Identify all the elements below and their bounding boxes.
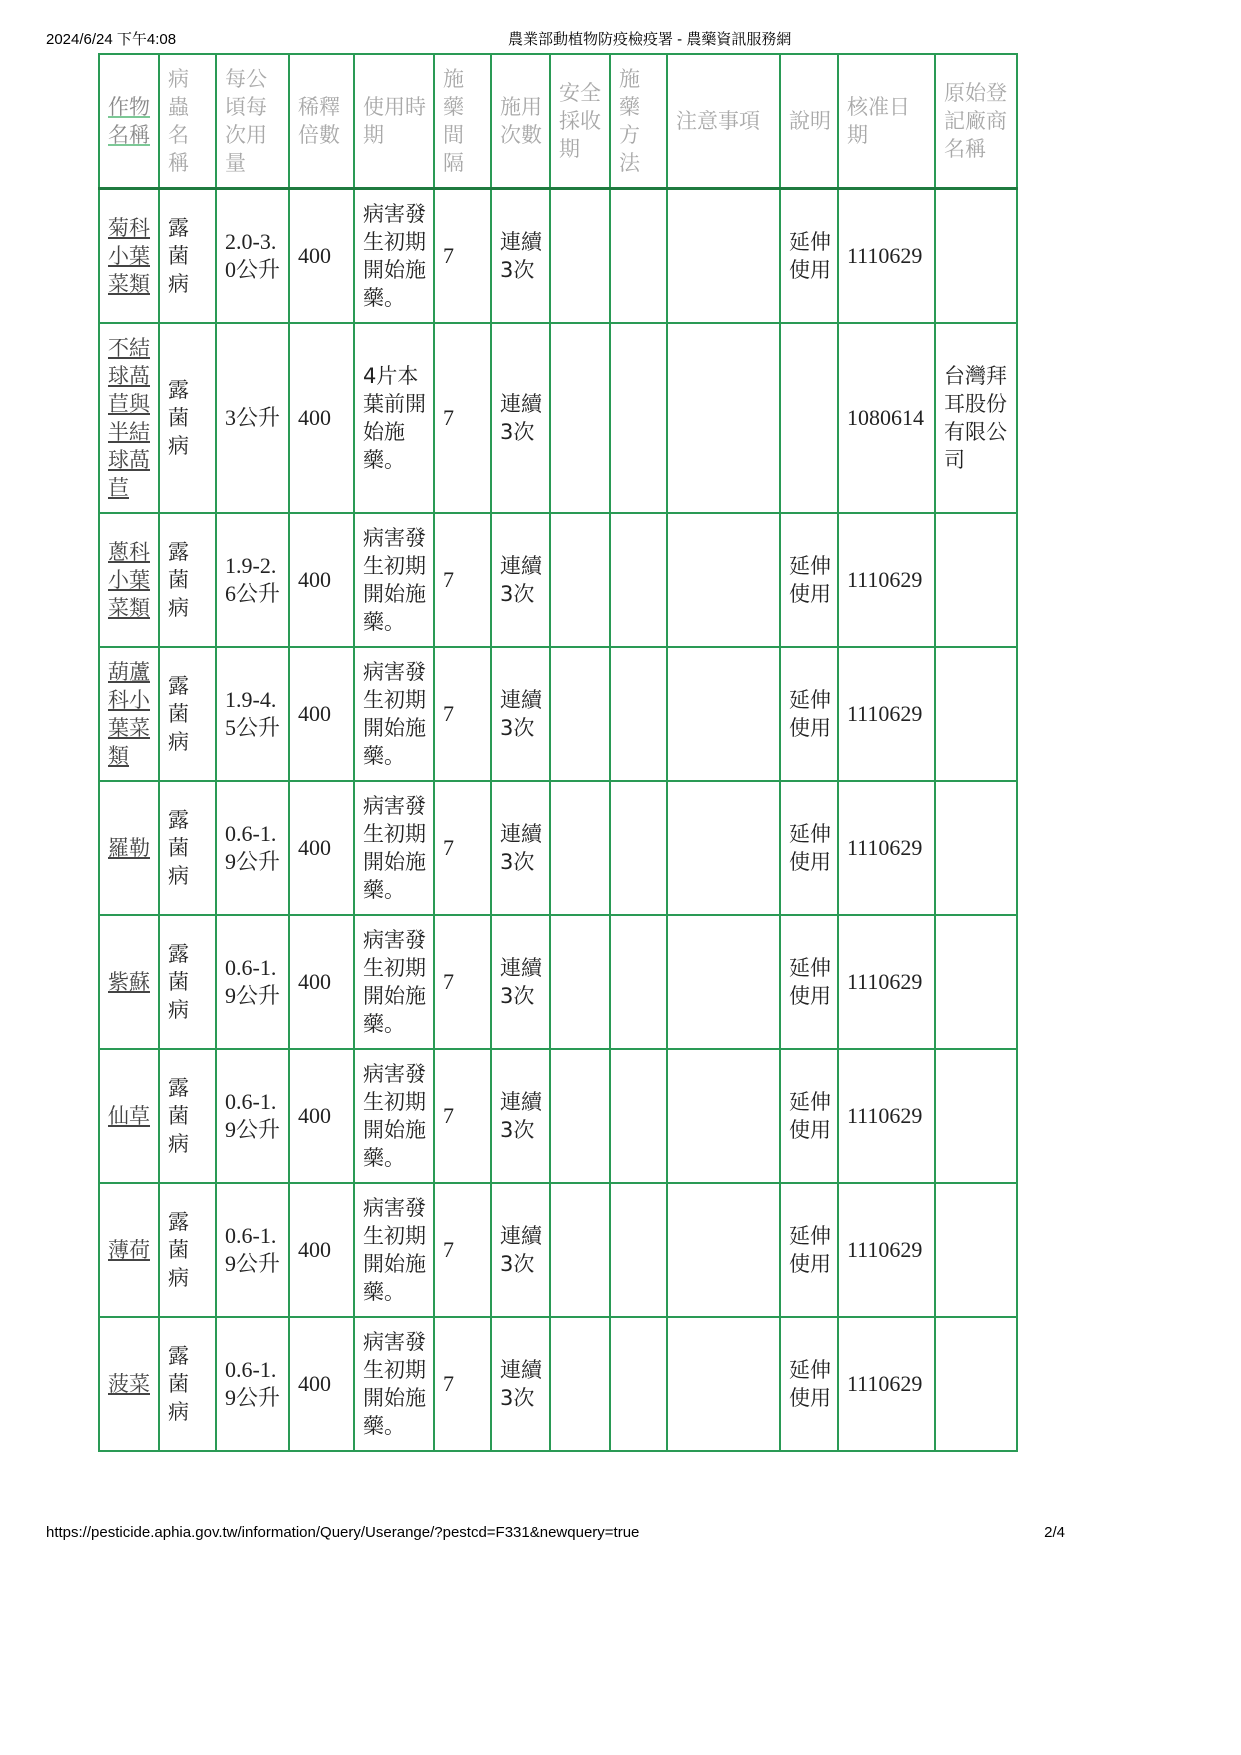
- table-row: [99, 189, 1017, 324]
- column-header-approval-date: 核准日期: [838, 54, 935, 189]
- cell-phi: [550, 1049, 610, 1183]
- table-row: [99, 1183, 1017, 1317]
- crop-link[interactable]: 葫蘆科小葉菜類: [108, 660, 150, 768]
- cell-remark: 延伸使用: [780, 189, 838, 324]
- cell-phi: [550, 189, 610, 324]
- cell-crop: [99, 915, 159, 1049]
- cell-timing: 病害發生初期開始施藥。: [354, 513, 434, 647]
- cell-remark: 延伸使用: [780, 1049, 838, 1183]
- cell-timing: 4片本葉前開始施藥。: [354, 323, 434, 513]
- table-row: [99, 781, 1017, 915]
- cell-interval: 7: [434, 781, 491, 915]
- cell-dose: 1.9-4.5公升: [216, 647, 289, 781]
- cell-remark: 延伸使用: [780, 1317, 838, 1451]
- cell-notes: [667, 513, 780, 647]
- column-header-registrant: 原始登記廠商名稱: [935, 54, 1017, 189]
- cell-method: [610, 323, 667, 513]
- cell-notes: [667, 1317, 780, 1451]
- cell-method: [610, 189, 667, 324]
- table-row: [99, 1049, 1017, 1183]
- cell-dilution: 400: [289, 1317, 354, 1451]
- column-header-dilution: 稀釋倍數: [289, 54, 354, 189]
- print-datetime: 2024/6/24 下午4:08: [46, 31, 177, 48]
- cell-remark: 延伸使用: [780, 915, 838, 1049]
- cell-registrant: [935, 1183, 1017, 1317]
- crop-link[interactable]: 紫蘇: [108, 970, 150, 994]
- cell-dose: 1.9-2.6公升: [216, 513, 289, 647]
- cell-dilution: 400: [289, 323, 354, 513]
- cell-times: 連續3次: [491, 1049, 550, 1183]
- cell-crop: [99, 647, 159, 781]
- cell-crop: [99, 781, 159, 915]
- cell-remark: 延伸使用: [780, 647, 838, 781]
- crop-link[interactable]: 蔥科小葉菜類: [108, 540, 150, 620]
- cell-dilution: 400: [289, 1049, 354, 1183]
- cell-times: 連續3次: [491, 323, 550, 513]
- cell-timing: 病害發生初期開始施藥。: [354, 1317, 434, 1451]
- cell-pest: 露菌病: [159, 323, 216, 513]
- cell-timing: 病害發生初期開始施藥。: [354, 1183, 434, 1317]
- cell-approval-date: 1110629: [838, 1317, 935, 1451]
- table-header-row: [99, 54, 1017, 189]
- cell-crop: [99, 513, 159, 647]
- cell-registrant: [935, 1317, 1017, 1451]
- cell-approval-date: 1080614: [838, 323, 935, 513]
- table-row: [99, 513, 1017, 647]
- cell-interval: 7: [434, 915, 491, 1049]
- cell-registrant: 台灣拜耳股份有限公司: [935, 323, 1017, 513]
- cell-interval: 7: [434, 189, 491, 324]
- print-page-title: 農業部動植物防疫檢疫署 - 農藥資訊服務網: [508, 31, 792, 48]
- cell-timing: 病害發生初期開始施藥。: [354, 647, 434, 781]
- cell-remark: 延伸使用: [780, 1183, 838, 1317]
- cell-interval: 7: [434, 1183, 491, 1317]
- cell-method: [610, 915, 667, 1049]
- cell-registrant: [935, 189, 1017, 324]
- cell-approval-date: 1110629: [838, 915, 935, 1049]
- cell-interval: 7: [434, 1317, 491, 1451]
- cell-approval-date: 1110629: [838, 1183, 935, 1317]
- cell-crop: [99, 1183, 159, 1317]
- cell-phi: [550, 915, 610, 1049]
- cell-registrant: [935, 915, 1017, 1049]
- cell-phi: [550, 513, 610, 647]
- cell-method: [610, 781, 667, 915]
- cell-crop: [99, 1049, 159, 1183]
- cell-times: 連續3次: [491, 915, 550, 1049]
- cell-notes: [667, 189, 780, 324]
- column-header-pest: 病蟲名稱: [159, 54, 216, 189]
- column-header-method: 施藥方法: [610, 54, 667, 189]
- cell-pest: 露菌病: [159, 1183, 216, 1317]
- cell-timing: 病害發生初期開始施藥。: [354, 1049, 434, 1183]
- cell-dose: 2.0-3.0公升: [216, 189, 289, 324]
- table-row: [99, 647, 1017, 781]
- cell-dilution: 400: [289, 915, 354, 1049]
- cell-remark: 延伸使用: [780, 781, 838, 915]
- cell-dilution: 400: [289, 781, 354, 915]
- table-row: [99, 1317, 1017, 1451]
- cell-notes: [667, 1183, 780, 1317]
- cell-pest: 露菌病: [159, 1317, 216, 1451]
- cell-times: 連續3次: [491, 647, 550, 781]
- cell-pest: 露菌病: [159, 189, 216, 324]
- column-header-remark: 說明: [780, 54, 838, 189]
- cell-interval: 7: [434, 513, 491, 647]
- crop-link[interactable]: 菠菜: [108, 1372, 150, 1396]
- cell-dilution: 400: [289, 189, 354, 324]
- cell-approval-date: 1110629: [838, 781, 935, 915]
- pesticide-usage-table: [98, 53, 1018, 1452]
- cell-dose: 0.6-1.9公升: [216, 1317, 289, 1451]
- crop-link[interactable]: 仙草: [108, 1104, 150, 1128]
- column-header-crop[interactable]: [99, 54, 159, 189]
- crop-link[interactable]: 菊科小葉菜類: [108, 216, 150, 296]
- cell-approval-date: 1110629: [838, 189, 935, 324]
- cell-phi: [550, 323, 610, 513]
- cell-method: [610, 647, 667, 781]
- cell-crop: [99, 323, 159, 513]
- cell-timing: 病害發生初期開始施藥。: [354, 915, 434, 1049]
- cell-remark: 延伸使用: [780, 513, 838, 647]
- cell-dose: 0.6-1.9公升: [216, 1183, 289, 1317]
- crop-link[interactable]: 不結球萵苣與半結球萵苣: [108, 336, 150, 500]
- cell-dose: 0.6-1.9公升: [216, 915, 289, 1049]
- table-row: [99, 323, 1017, 513]
- cell-approval-date: 1110629: [838, 647, 935, 781]
- column-header-interval: 施藥間隔: [434, 54, 491, 189]
- cell-times: 連續3次: [491, 781, 550, 915]
- cell-pest: 露菌病: [159, 647, 216, 781]
- cell-phi: [550, 647, 610, 781]
- page-number: 2/4: [1044, 1524, 1065, 1541]
- cell-pest: 露菌病: [159, 915, 216, 1049]
- sort-crop-link[interactable]: 作物名稱: [108, 95, 150, 147]
- cell-pest: 露菌病: [159, 781, 216, 915]
- cell-notes: [667, 1049, 780, 1183]
- column-header-times: 施用次數: [491, 54, 550, 189]
- cell-times: 連續3次: [491, 189, 550, 324]
- cell-registrant: [935, 1049, 1017, 1183]
- cell-approval-date: 1110629: [838, 513, 935, 647]
- cell-notes: [667, 647, 780, 781]
- crop-link[interactable]: 薄荷: [108, 1238, 150, 1262]
- cell-crop: [99, 1317, 159, 1451]
- column-header-dose: 每公頃每次用量: [216, 54, 289, 189]
- cell-approval-date: 1110629: [838, 1049, 935, 1183]
- cell-method: [610, 1183, 667, 1317]
- cell-phi: [550, 1317, 610, 1451]
- cell-timing: 病害發生初期開始施藥。: [354, 781, 434, 915]
- cell-pest: 露菌病: [159, 513, 216, 647]
- table-row: [99, 915, 1017, 1049]
- cell-dose: 3公升: [216, 323, 289, 513]
- cell-times: 連續3次: [491, 513, 550, 647]
- cell-dose: 0.6-1.9公升: [216, 781, 289, 915]
- cell-dilution: 400: [289, 513, 354, 647]
- cell-method: [610, 513, 667, 647]
- column-header-notes: 注意事項: [667, 54, 780, 189]
- cell-registrant: [935, 513, 1017, 647]
- cell-times: 連續3次: [491, 1183, 550, 1317]
- cell-notes: [667, 781, 780, 915]
- cell-interval: 7: [434, 323, 491, 513]
- crop-link[interactable]: 羅勒: [108, 836, 150, 860]
- cell-pest: 露菌病: [159, 1049, 216, 1183]
- print-url: https://pesticide.aphia.gov.tw/information/Query/Userange/?pestcd=F331&newquery=true: [46, 1524, 640, 1541]
- cell-timing: 病害發生初期開始施藥。: [354, 189, 434, 324]
- column-header-phi: 安全採收期: [550, 54, 610, 189]
- cell-interval: 7: [434, 1049, 491, 1183]
- cell-method: [610, 1049, 667, 1183]
- cell-crop: [99, 189, 159, 324]
- cell-notes: [667, 323, 780, 513]
- cell-registrant: [935, 647, 1017, 781]
- cell-dose: 0.6-1.9公升: [216, 1049, 289, 1183]
- cell-dilution: 400: [289, 1183, 354, 1317]
- cell-remark: [780, 323, 838, 513]
- cell-notes: [667, 915, 780, 1049]
- cell-registrant: [935, 781, 1017, 915]
- cell-interval: 7: [434, 647, 491, 781]
- cell-phi: [550, 781, 610, 915]
- cell-method: [610, 1317, 667, 1451]
- cell-dilution: 400: [289, 647, 354, 781]
- cell-phi: [550, 1183, 610, 1317]
- cell-times: 連續3次: [491, 1317, 550, 1451]
- column-header-timing: 使用時期: [354, 54, 434, 189]
